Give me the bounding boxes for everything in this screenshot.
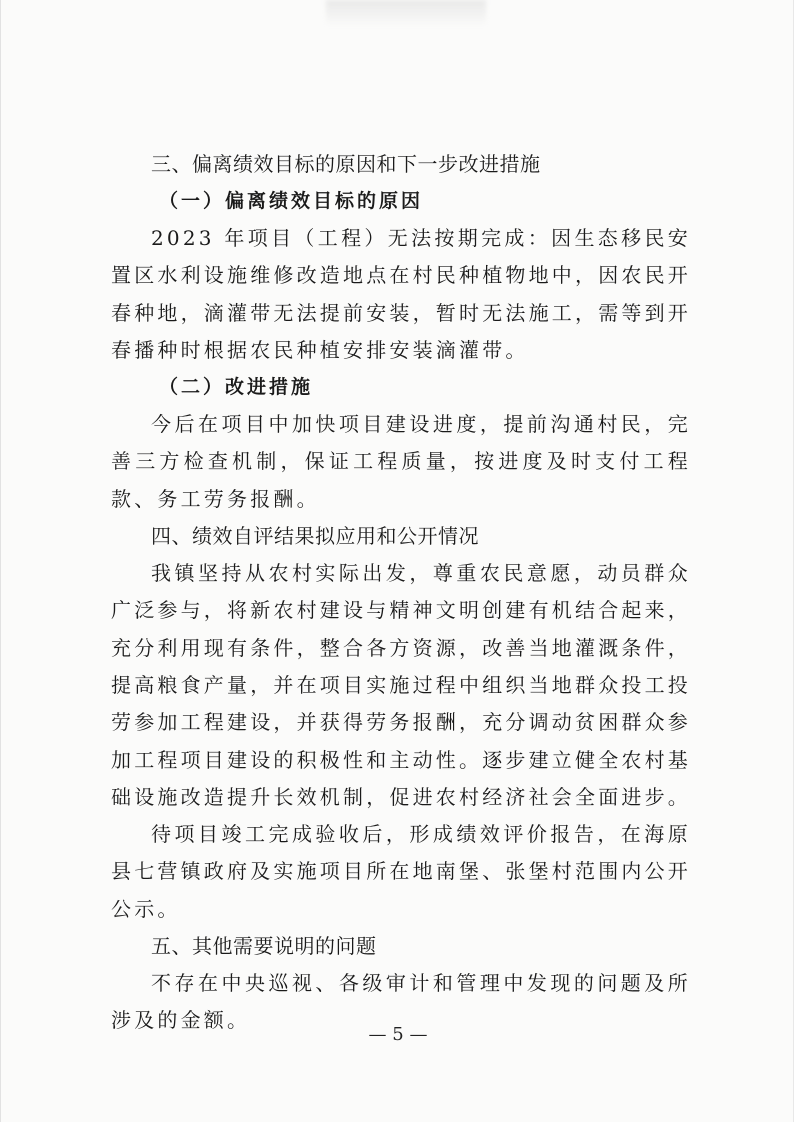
- application-paragraph: 我镇坚持从农村实际出发，尊重农民意愿，动员群众广泛参与，将新农村建设与精神文明创建有机结合起来，充分利用现有条件，整合各方资源，改善当地灌溉条件，提高粮食产量，并在项目实施过程中组织当地群众投工投劳参加工程建设，并获得劳务报酬，充分调动贫困群众参加工程项目建设的积极性和主动性。逐步建立健全农村基础设施改造提升长效机制，促进农村经济社会全面进步。: [111, 561, 691, 809]
- document-body: [111, 146, 691, 1040]
- disclosure-paragraph: 待项目竣工完成验收后，形成绩效评价报告，在海原县七营镇政府及实施项目所在地南堡、张堡村范围内公开公示。: [111, 822, 691, 921]
- scan-artifact: [326, 0, 486, 26]
- page-number: — 5 —: [368, 1024, 428, 1045]
- section-4-heading: 四、绩效自评结果拟应用和公开情况: [151, 524, 479, 549]
- subsection-2-heading: （二）改进措施: [159, 376, 314, 399]
- reason-paragraph: 2023 年项目（工程）无法按期完成：因生态移民安置区水利设施维修改造地点在村民种植物地中，因农民开春种地，滴灌带无法提前安装，暂时无法施工，需等到开春播种时根据农民种植安排安装滴灌带。: [111, 226, 691, 362]
- section-3-heading: 三、偏离绩效目标的原因和下一步改进措施: [151, 152, 541, 176]
- other-issues-paragraph: 不存在中央巡视、各级审计和管理中发现的问题及所涉及的金额。: [111, 971, 691, 1033]
- measures-paragraph: 今后在项目中加快项目建设进度，提前沟通村民，完善三方检查机制，保证工程质量，按进度及时支付工程款、务工劳务报酬。: [111, 412, 691, 511]
- section-5-heading: 五、其他需要说明的问题: [151, 934, 377, 959]
- subsection-1-heading: （一）偏离绩效目标的原因: [159, 190, 424, 212]
